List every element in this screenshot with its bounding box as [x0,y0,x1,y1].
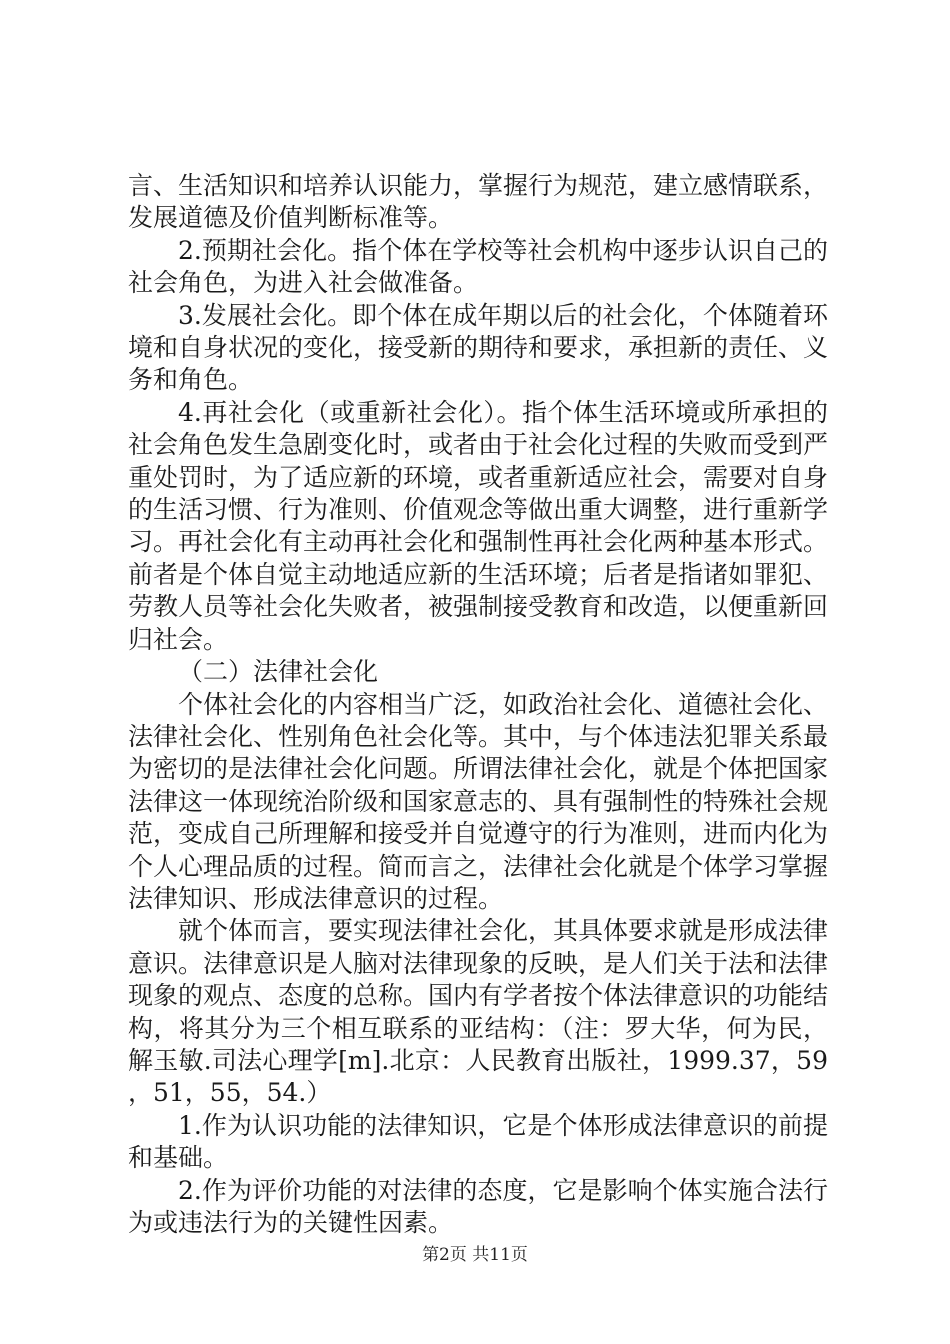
section-heading-legal-socialization: （二）法律社会化 [178,657,379,687]
paragraph-resocialization: 4.再社会化（或重新社会化）。指个体生活环境或所承担的社会角色发生急剧变化时，或者由于社会化过程的失败而受到严重处罚时，为了适应新的环境，或者重新适应社会，需要对自身的生活习惯、行为准则、价值观念等做出重大调整，进行重新学习。再社会化有主动再社会化和强制性再社会化两种基本形式。前者是个体自觉主动地适应新的生活环境；后者是指诸如罪犯、劳教人员等社会化失败者，被强制接受教育和改造，以便重新回归社会。 [128,397,829,654]
paragraph-developmental-socialization: 3.发展社会化。即个体在成年期以后的社会化，个体随着环境和自身状况的变化，接受新的期待和要求，承担新的责任、义务和角色。 [128,300,829,395]
paragraph-legal-attitude: 2.作为评价功能的对法律的态度，它是影响个体实施合法行为或违法行为的关键性因素。 [128,1175,828,1237]
paragraph-anticipatory-socialization: 2.预期社会化。指个体在学校等社会机构中逐步认识自己的社会角色，为进入社会做准备。 [128,235,828,298]
paragraph-legal-consciousness: 就个体而言，要实现法律社会化，其具体要求就是形成法律意识。法律意识是人脑对法律现象的反映，是人们关于法和法律现象的观点、态度的总称。国内有学者按个体法律意识的功能结构，将其分为三个相互联系的亚结构：（注：罗大华，何为民，解玉敏.司法心理学[m].北京：人民教育出版社，1999.37，59，51，55，54.） [128,916,829,1108]
page-number-footer: 第2页 共11页 [422,1245,528,1265]
document-body [128,170,828,1239]
paragraph-legal-socialization: 个体社会化的内容相当广泛，如政治社会化、道德社会化、法律社会化、性别角色社会化等。其中，与个体违法犯罪关系最为密切的是法律社会化问题。所谓法律社会化，就是个体把国家法律这一体现统治阶级和国家意志的、具有强制性的特殊社会规范，变成自己所理解和接受并自觉遵守的行为准则，进而内化为个人心理品质的过程。简而言之，法律社会化就是个体学习掌握法律知识、形成法律意识的过程。 [128,689,829,913]
paragraph-legal-knowledge: 1.作为认识功能的法律知识，它是个体形成法律意识的前提和基础。 [128,1110,828,1173]
paragraph-socialization-content: 言、生活知识和培养认识能力，掌握行为规范，建立感情联系，发展道德及价值判断标准等。 [128,171,829,233]
